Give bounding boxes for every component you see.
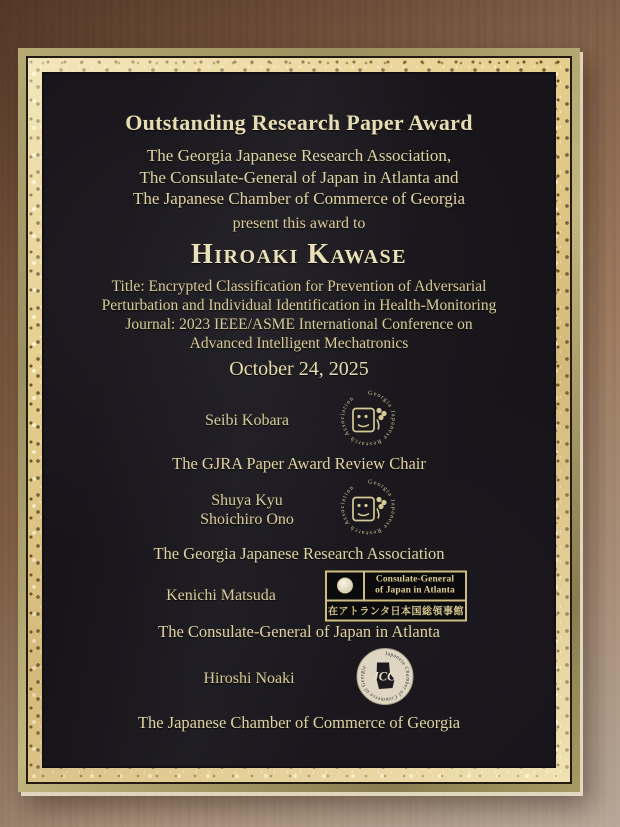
svg-text:Georgia Japanese Research Asso: Georgia Japanese Research Association xyxy=(339,478,397,536)
signature-caption: The Consulate-General of Japan in Atlanta xyxy=(158,621,440,641)
present-line: present this award to xyxy=(232,214,366,232)
paper-title xyxy=(44,277,554,353)
gjra-seal-icon xyxy=(337,387,399,454)
journal-line: Journal: 2023 IEEE/ASME International Conference on xyxy=(125,315,473,333)
signature-caption: The GJRA Paper Award Review Chair xyxy=(172,453,426,473)
presenter-line: The Consulate-General of Japan in Atlanta and xyxy=(139,167,459,187)
consulate-japanese-text: 在アトランタ日本国総領事館 xyxy=(327,606,465,617)
plaque-face xyxy=(44,74,554,766)
presenter-organizations xyxy=(44,145,554,210)
svg-text:Japanese Chamber of Commerce o: Japanese Chamber of Commerce of Georgia xyxy=(359,650,411,702)
paper-title-line: Title: Encrypted Classification for Prevention of Adversarial xyxy=(111,277,487,295)
ornate-gold-border xyxy=(28,58,570,782)
svg-text:JCC: JCC xyxy=(372,669,396,683)
signer-name: Shuya Kyu Shoichiro Ono xyxy=(200,491,294,528)
award-title: Outstanding Research Paper Award xyxy=(125,110,473,135)
signer-name: Kenichi Matsuda xyxy=(166,587,276,604)
consulate-logo-icon: Consulate-General of Japan in Atlanta 在アトランタ日本国総領事館 xyxy=(325,570,467,621)
signature-block-jcc xyxy=(44,649,554,709)
signature-block-gjra-chair xyxy=(44,391,554,451)
signature-block-consulate xyxy=(44,573,554,619)
recipient-name: Hiroaki Kawase xyxy=(190,238,408,270)
award-date: October 24, 2025 xyxy=(229,357,369,380)
border-inner-gap xyxy=(42,72,556,768)
signature-caption: The Japanese Chamber of Commerce of Georgia xyxy=(137,712,461,732)
presenter-line: The Georgia Japanese Research Association, xyxy=(146,146,452,165)
paper-title-line: Perturbation and Individual Identification in Health-Monitoring xyxy=(101,296,497,314)
signature-block-gjra xyxy=(44,479,554,541)
japan-flag-icon xyxy=(327,572,363,599)
journal-line: Advanced Intelligent Mechatronics xyxy=(189,334,409,352)
signature-caption: The Georgia Japanese Research Association xyxy=(153,543,445,563)
frame-inner-gap xyxy=(26,56,572,784)
presenter-line: The Japanese Chamber of Commerce of Georgia xyxy=(132,189,465,208)
jcc-seal-icon xyxy=(355,646,415,711)
signer-name: Seibi Kobara xyxy=(205,412,289,429)
signer-name: Hiroshi Noaki xyxy=(203,670,295,687)
award-plaque xyxy=(18,48,580,792)
svg-text:Georgia Japanese Research Asso: Georgia Japanese Research Association xyxy=(339,389,397,447)
gjra-seal-icon xyxy=(337,476,399,543)
